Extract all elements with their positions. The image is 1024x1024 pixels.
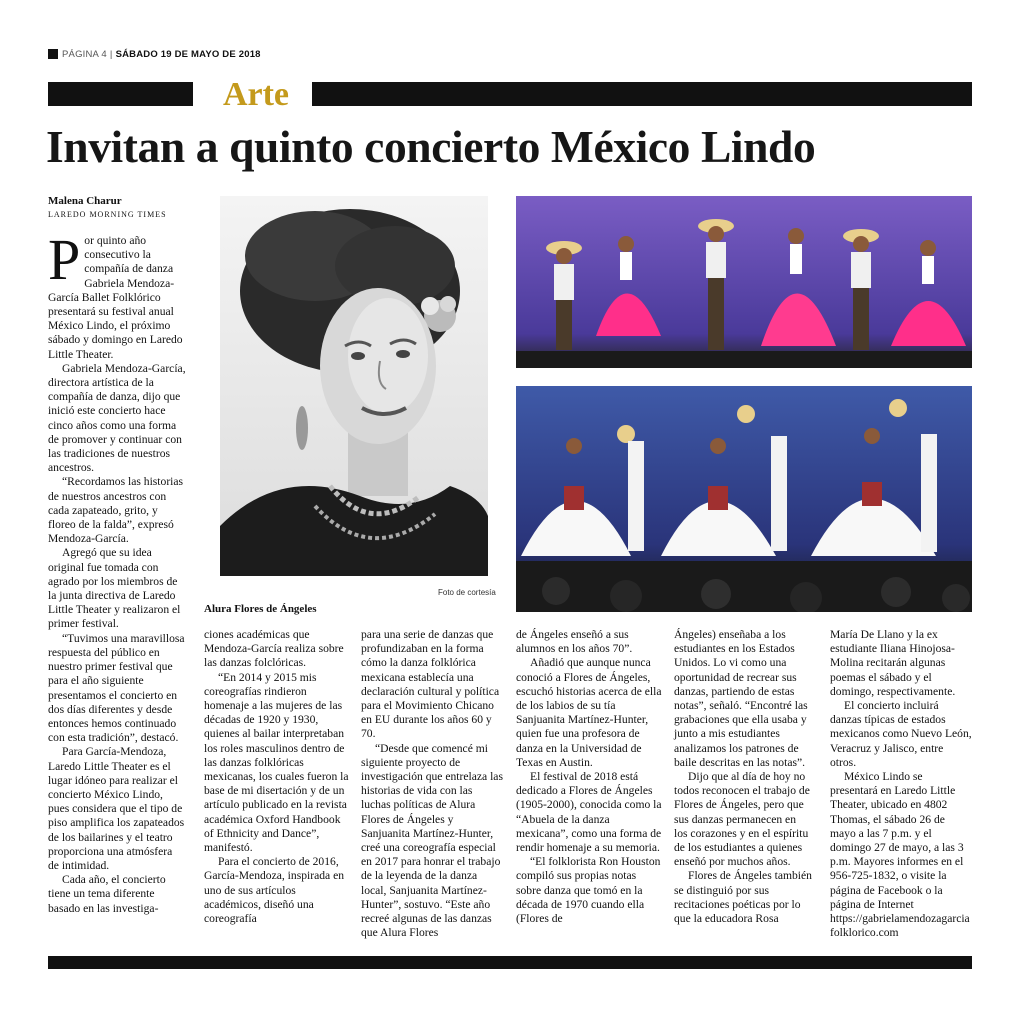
article-paragraph: “Tuvimos una maravillosa respuesta del público en nuestro primer festival que para el año siguiente presentamos el concierto en dos días diferentes y desde entonces hemos continuado con esta tradición”, destacó.: [48, 631, 185, 745]
article-paragraph: Ángeles) enseñaba a los estudiantes en los Estados Unidos. Lo vi como una oportunidad de recrear sus danzas, partiendo de estas notas”, señaló. “Encontré las grabaciones que ella usaba y junto a mis estudiantes analizamos los patrones de baile descritas en las notas”.: [674, 628, 808, 769]
section-label: Arte: [222, 76, 290, 113]
byline-affiliation: LAREDO MORNING TIMES: [48, 210, 167, 219]
photo-credit: Foto de cortesía: [438, 588, 496, 597]
folio: [62, 49, 261, 60]
article-paragraph: Flores de Ángeles también se distinguió por sus recitaciones poéticas por lo que la educadora Rosa: [674, 869, 812, 926]
byline-author: Malena Charur: [48, 195, 122, 207]
article-column-1: [48, 227, 186, 916]
article-paragraph: Gabriela Mendoza-García, directora artística de la compañía de danza, dijo que inició este concierto hace cinco años como una forma de promover y continuar con las tradiciones de nuestros ancestros.: [48, 361, 186, 475]
article-paragraph: “En 2014 y 2015 mis coreografías rindieron homenaje a las mujeres de las décadas de 1920 y 1930, quienes al bailar interpretaban los roles masculinos dentro de las danzas folklóricas mexicanas, los cuales fueron la base de mi disertación y de un artículo publicado en la revista académica Oxford Handbook of Ethnicity and Dance”, manifestó.: [204, 670, 349, 855]
section-bar-right: [312, 82, 972, 106]
article-paragraph: Cada año, el concierto tiene un tema diferente basado en las investiga-: [48, 873, 166, 915]
article-paragraph: “Recordamos las historias de nuestros ancestros con cada zapateado, grito, y floreo de la falda”, expresó Mendoza-García.: [48, 475, 184, 546]
photo-caption: Alura Flores de Ángeles: [204, 603, 317, 615]
dance-photo-bottom: [516, 386, 972, 612]
article-paragraph: México Lindo se presentará en Laredo Little Theater, ubicado en 4802 Thomas, el sábado 26 de mayo a las 7 p.m. y el domingo 27 de mayo, a las 3 p.m. Mayores informes en el 956-725-1832, o visite la página de Facebook o la página de Internet https://gabrielamendozagarciafolklorico.com: [830, 770, 970, 940]
article-column-6: [830, 628, 972, 940]
issue-date: SÁBADO 19 DE MAYO DE 2018: [115, 49, 261, 60]
article-column-5: [674, 628, 812, 926]
drop-cap: P: [48, 227, 81, 292]
article-paragraph: Agregó que su idea original fue tomada con agrado por los miembros de la junta directiva de Laredo Little Theater y realizaron el primer festival.: [48, 546, 181, 631]
article-paragraph: El concierto incluirá danzas típicas de estados mexicanos como Nuevo León, Veracruz y Jalisco, entre otros.: [830, 699, 972, 769]
article-paragraph: Dijo que al día de hoy no todos reconocen el trabajo de Flores de Ángeles, pero que sus danzas permanecen en los corazones y en el espíritu de los estudiantes a quienes enseñó por muchos años.: [674, 770, 810, 869]
article-paragraph: María De Llano y la ex estudiante Iliana Hinojosa-Molina recitarán algunas poemas el sábado y el domingo, respectivamente.: [830, 628, 956, 698]
stage-illustration: [516, 386, 972, 612]
section-bar-left: [48, 82, 193, 106]
folio-marker: [48, 49, 58, 59]
article-paragraph: Para el concierto de 2016, García-Mendoza, inspirada en uno de sus artículos académicos, diseñó una coreografía: [204, 855, 345, 926]
article-paragraph: Por quinto año consecutivo la compañía de danza Gabriela Mendoza-García Ballet Folklórico presentará su festival anual México Lindo, el próximo sábado y domingo en Laredo Little Theater.: [48, 227, 183, 361]
article-paragraph: ciones académicas que Mendoza-García realiza sobre las danzas folclóricas.: [204, 628, 344, 670]
article-paragraph: “El folklorista Ron Houston compiló sus propias notas sobre danza que tomó en la década de 1970 cuando ella (Flores de: [516, 855, 661, 926]
headline: Invitan a quinto concierto México Lindo: [46, 121, 816, 172]
article-column-4: [516, 628, 662, 926]
folio-separator: |: [109, 49, 113, 60]
article-column-2: [204, 628, 349, 926]
page-number: PÁGINA 4: [62, 49, 107, 60]
bottom-rule: [48, 956, 972, 969]
article-paragraph: “Desde que comencé mi siguiente proyecto de investigación que entrelaza las historias de vida con las luchas políticas de Alura Flores de Ángeles y Sanjuanita Martínez-Hunter, creé una coreografía especial en 2017 para honrar el trabajo de la leyenda de la danza local, Sanjuanita Martínez-Hunter”, sostuvo. “Este año recreé algunas de las danzas que Alura Flores: [361, 741, 503, 940]
article-paragraph: de Ángeles enseñó a sus alumnos en los años 70”.: [516, 628, 633, 656]
article-paragraph: para una serie de danzas que profundizaban en la forma cómo la danza folklórica mexicana establecía una declaración cultural y política para el Movimiento Chicano en EU durante los años 60 y 70.: [361, 628, 500, 741]
article-paragraph: Añadió que aunque nunca conoció a Flores de Ángeles, escuchó historias acerca de ella de los labios de su tía Sanjuanita Martínez-Hunter, quien fue una profesora de danza en la Universidad de Texas en Austin.: [516, 656, 662, 769]
article-column-3: [361, 628, 503, 940]
portrait-illustration: [220, 196, 488, 576]
article-paragraph: El festival de 2018 está dedicado a Flores de Ángeles (1905-2000), conocida como la “Abuela de la danza mexicana”, como una forma de rendir homenaje a su memoria.: [516, 770, 662, 855]
dancers-illustration: [516, 196, 972, 368]
portrait-photo: [220, 196, 488, 576]
article-paragraph: Para García-Mendoza, Laredo Little Theater es el lugar idóneo para realizar el concierto México Lindo, pues considera que el tipo de piso amplifica los zapateados de los bailarines y el teatro proporciona una atmósfera de intimidad.: [48, 745, 185, 872]
dance-photo-top: [516, 196, 972, 368]
